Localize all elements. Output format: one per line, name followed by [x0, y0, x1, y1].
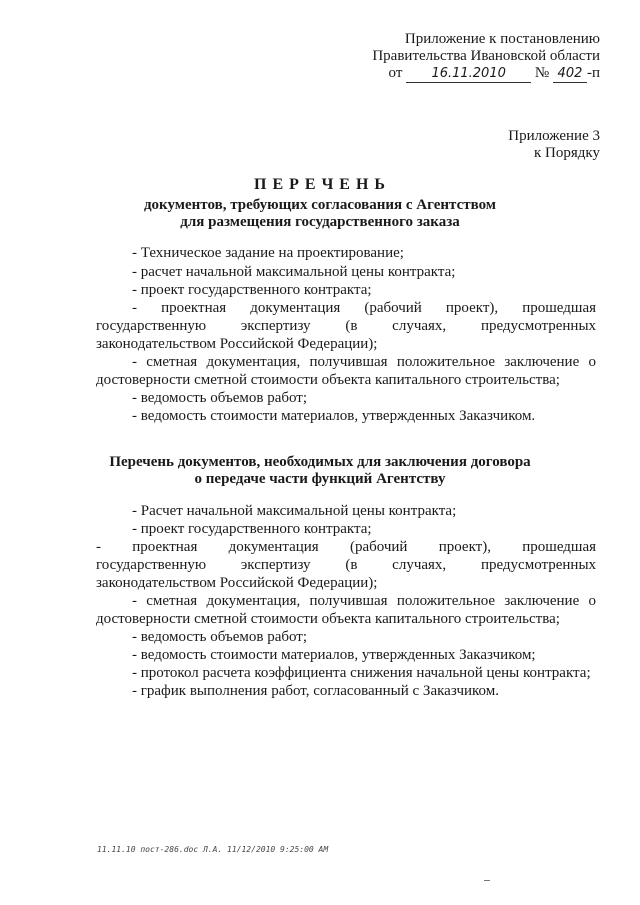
- word: предусмотренных: [480, 318, 597, 334]
- word: проект),: [438, 539, 491, 555]
- scan-mark: [484, 880, 490, 881]
- list1-item5-line2: достоверности сметной стоимости объекта капитального строительства;: [96, 372, 560, 388]
- list2-item3-line3: законодательством Российской Федерации);: [96, 575, 378, 591]
- list2-item6: - ведомость стоимости материалов, утвержденных Заказчиком;: [132, 647, 536, 663]
- list1-item4-line3: законодательством Российской Федерации);: [96, 336, 378, 352]
- appendix3-line1: Приложение 3: [508, 128, 600, 144]
- list2-item5: - ведомость объемов работ;: [132, 629, 308, 645]
- word: прошедшая: [522, 539, 597, 555]
- from-label: от: [388, 65, 403, 81]
- word: экспертизу: [240, 557, 311, 573]
- title-line1: документов, требующих согласования с Агентством: [143, 197, 497, 213]
- list1-item2: - расчет начальной максимальной цены контракта;: [132, 264, 456, 280]
- list2-item4-line2: достоверности сметной стоимости объекта капитального строительства;: [96, 611, 560, 627]
- number-value: 402: [553, 65, 587, 83]
- word: (рабочий: [349, 539, 408, 555]
- list1-item7: - ведомость стоимости материалов, утвержденных Заказчиком.: [132, 408, 536, 424]
- appendix-line1: Приложение к постановлению: [404, 31, 600, 47]
- file-footer: 11.11.10 пост-286.doc Л.А. 11/12/2010 9:25:00 AM: [97, 845, 329, 854]
- word: документация: [228, 539, 319, 555]
- appendix-line2: Правительства Ивановской области: [372, 48, 600, 64]
- appendix-header: [372, 31, 600, 83]
- word: предусмотренных: [480, 557, 597, 573]
- list2-item3-line2: [96, 557, 596, 574]
- list1-item4-line1: [132, 300, 596, 317]
- word: государственную: [96, 318, 207, 334]
- list2-item7: - протокол расчета коэффициента снижения начальной цены контракта;: [132, 665, 591, 681]
- word: -: [132, 300, 137, 316]
- word: экспертизу: [240, 318, 311, 334]
- list2-item2: - проект государственного контракта;: [132, 521, 372, 537]
- list1-item3: - проект государственного контракта;: [132, 282, 372, 298]
- word: (в: [345, 557, 358, 573]
- section2-title-line2: о передаче части функций Агентству: [194, 471, 446, 487]
- list2-item3-line1: [96, 539, 596, 556]
- word: (в: [345, 318, 358, 334]
- word: случаях,: [392, 318, 447, 334]
- word: прошедшая: [522, 300, 597, 316]
- word: документация: [250, 300, 341, 316]
- word: проектная: [161, 300, 227, 316]
- appendix3-line2: к Порядку: [534, 145, 600, 161]
- word: случаях,: [392, 557, 447, 573]
- document-title: П Е Р Е Ч Е Н Ь: [254, 176, 386, 193]
- list1-item4-line2: [96, 318, 596, 335]
- title-line2: для размещения государственного заказа: [180, 214, 460, 230]
- word: проектная: [132, 539, 198, 555]
- date-value: 16.11.2010: [406, 65, 531, 83]
- number-suffix: -п: [586, 65, 600, 81]
- list1-item5-line1: - сметная документация, получившая положительное заключение о: [132, 354, 596, 370]
- list2-item4-line1: - сметная документация, получившая положительное заключение о: [132, 593, 596, 609]
- word: государственную: [96, 557, 207, 573]
- date-number-line: [372, 65, 600, 83]
- list2-item1: - Расчет начальной максимальной цены контракта;: [132, 503, 457, 519]
- word: -: [96, 539, 101, 555]
- word: (рабочий: [364, 300, 422, 316]
- number-label: №: [534, 65, 550, 81]
- word: проект),: [445, 300, 499, 316]
- appendix3-block: [508, 128, 600, 162]
- list2-item8: - график выполнения работ, согласованный с Заказчиком.: [132, 683, 500, 699]
- list1-item1: - Техническое задание на проектирование;: [132, 245, 404, 261]
- section2-title-line1: Перечень документов, необходимых для заключения договора: [109, 454, 531, 470]
- list1-item6: - ведомость объемов работ;: [132, 390, 308, 406]
